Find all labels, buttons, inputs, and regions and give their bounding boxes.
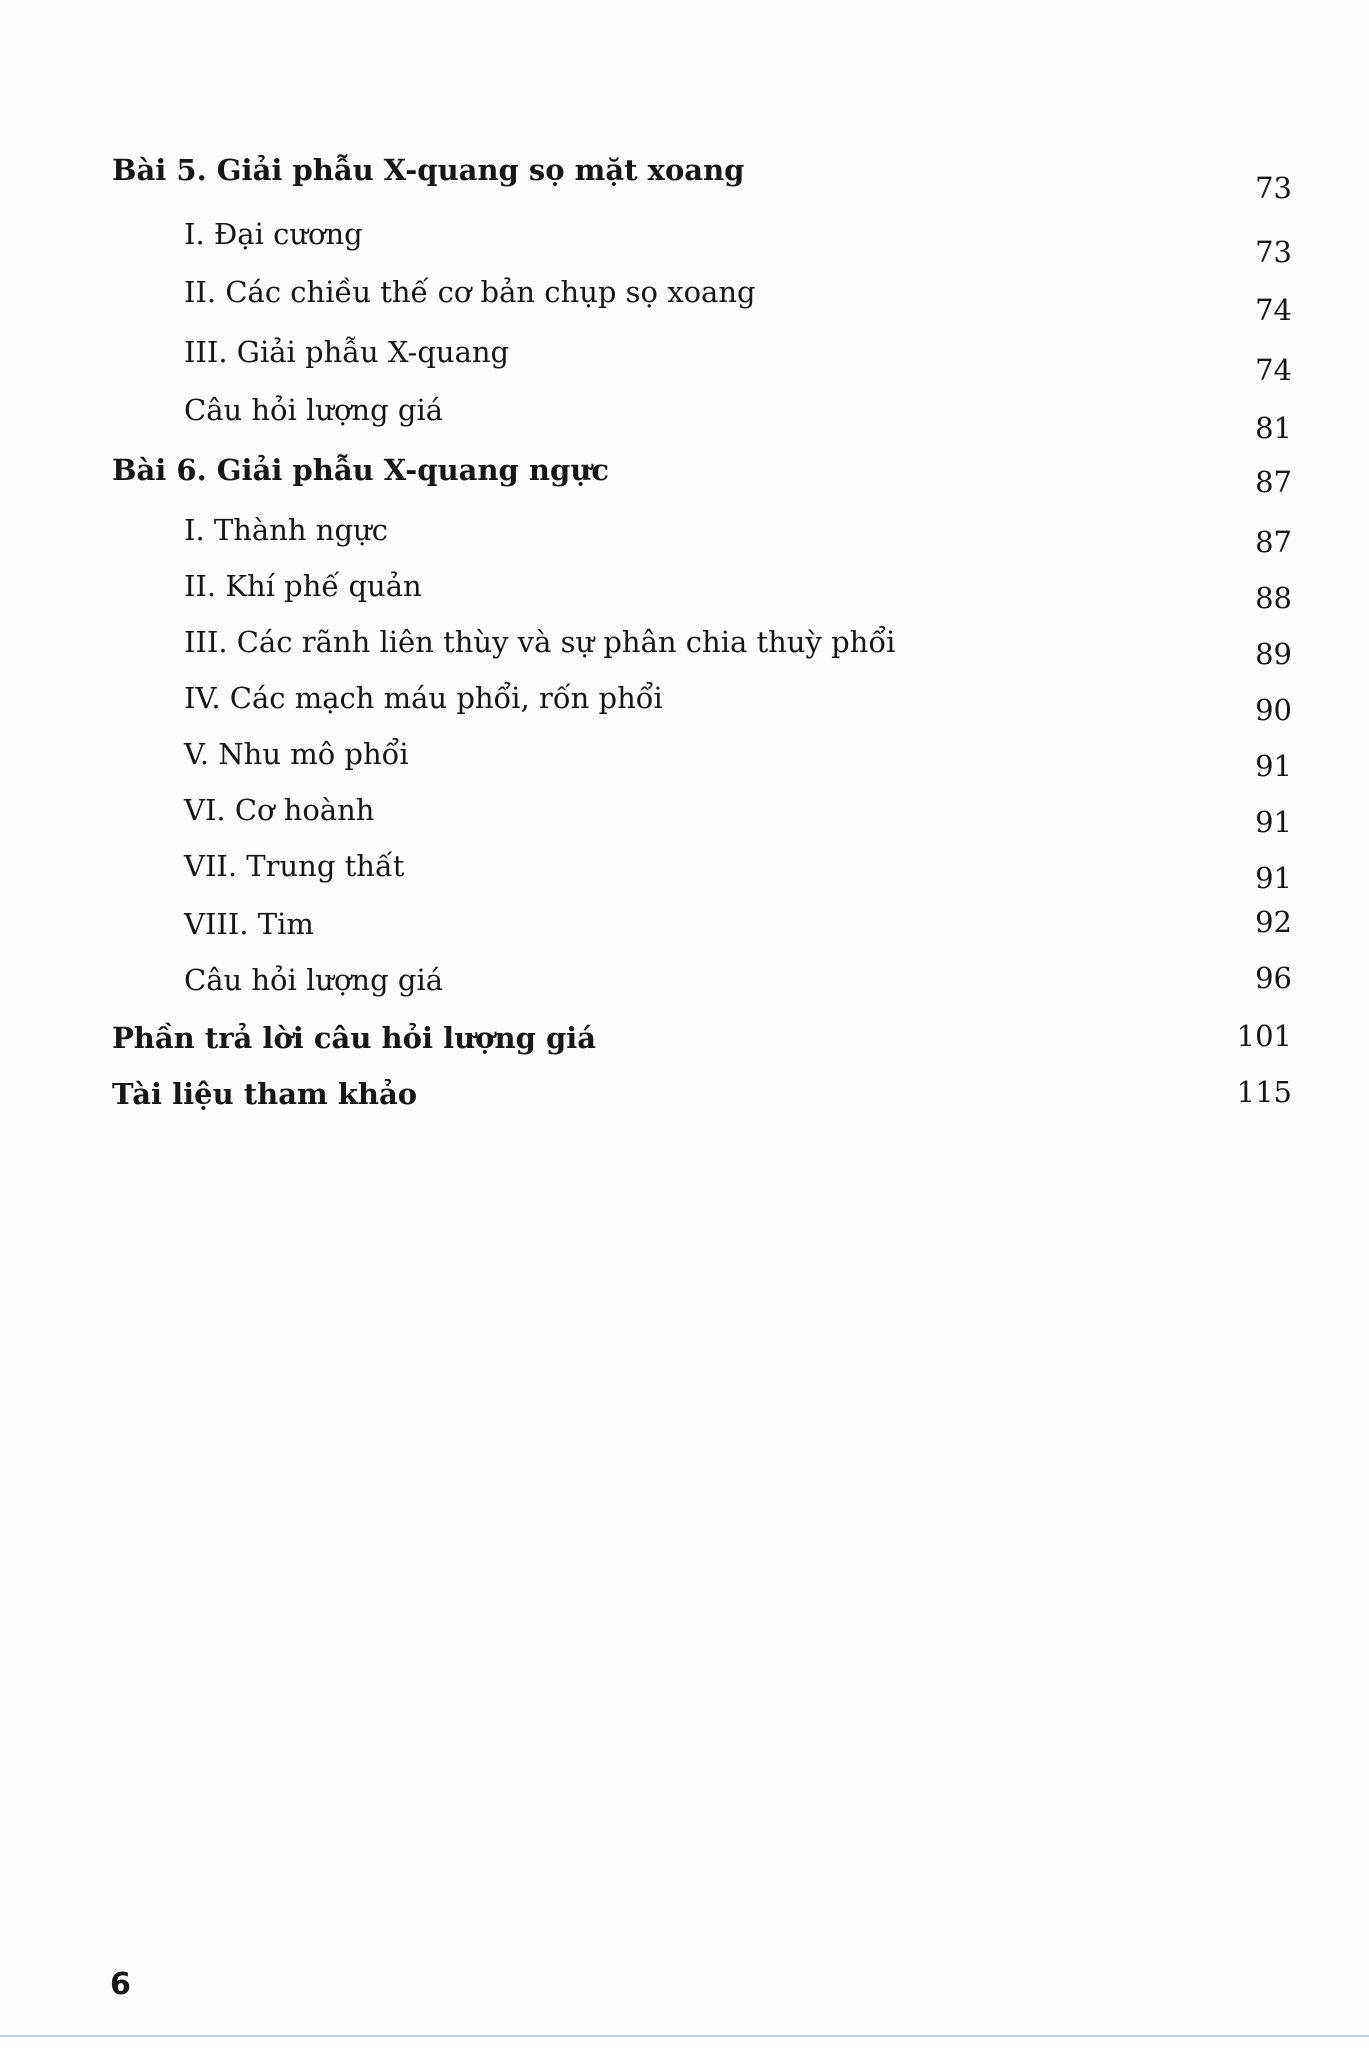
toc-entry (112, 272, 1292, 327)
toc-entry (112, 450, 1292, 499)
toc-entry-title: III. Các rãnh liên thùy và sự phân chia thuỳ phổi (184, 625, 896, 659)
toc-entry-page: 91 (1255, 749, 1292, 783)
toc-entry-title: Bài 5. Giải phẫu X-quang sọ mặt xoang (112, 153, 745, 187)
toc-entry-title: VI. Cơ hoành (184, 793, 375, 827)
toc-entry (112, 678, 1292, 727)
toc-entry (112, 390, 1292, 445)
toc-entry-title: Câu hỏi lượng giá (184, 393, 444, 427)
toc-entry-page: 81 (1255, 411, 1292, 445)
toc-entry-page: 74 (1255, 293, 1292, 327)
page-number: 6 (110, 1967, 131, 2002)
toc-entry-page: 101 (1236, 1019, 1292, 1053)
toc-entry-page: 88 (1255, 581, 1292, 615)
toc-entry-title: Tài liệu tham khảo (112, 1077, 418, 1111)
toc-entry (112, 1074, 1292, 1118)
toc-entry (112, 332, 1292, 387)
toc-entry-title: Bài 6. Giải phẫu X-quang ngực (112, 453, 610, 487)
toc-entry (112, 214, 1292, 269)
toc-entry-title: VIII. Tim (184, 907, 314, 941)
toc-entry (112, 904, 1292, 948)
toc-entry (112, 150, 1292, 205)
toc-entry-title: IV. Các mạch máu phổi, rốn phổi (184, 681, 663, 715)
toc-entry-title: II. Khí phế quản (184, 569, 422, 603)
toc-entry-page: 87 (1255, 525, 1292, 559)
toc-entry-page: 90 (1255, 693, 1292, 727)
table-of-contents (112, 0, 1292, 1160)
toc-entry-title: III. Giải phẫu X-quang (184, 335, 510, 369)
toc-entry-page: 91 (1255, 861, 1292, 895)
toc-entry-title: II. Các chiều thế cơ bản chụp sọ xoang (184, 275, 756, 309)
toc-entry-page: 115 (1236, 1075, 1292, 1109)
toc-entry-page: 89 (1255, 637, 1292, 671)
toc-entry-title: Câu hỏi lượng giá (184, 963, 444, 997)
toc-entry-title: V. Nhu mô phổi (184, 737, 409, 771)
toc-entry-page: 73 (1255, 171, 1292, 205)
toc-entry-page: 87 (1255, 465, 1292, 499)
toc-entry (112, 734, 1292, 783)
toc-entry (112, 960, 1292, 1004)
toc-entry (112, 1018, 1292, 1062)
toc-entry (112, 566, 1292, 615)
toc-entry (112, 510, 1292, 559)
toc-entry-title: VII. Trung thất (184, 849, 405, 883)
toc-entry-page: 92 (1255, 905, 1292, 939)
page-edge-divider (0, 2035, 1369, 2037)
toc-entry-page: 74 (1255, 353, 1292, 387)
toc-entry-title: I. Đại cương (184, 217, 363, 251)
toc-entry (112, 622, 1292, 671)
toc-entry-title: Phần trả lời câu hỏi lượng giá (112, 1021, 597, 1055)
toc-entry (112, 846, 1292, 895)
toc-entry-title: I. Thành ngực (184, 513, 388, 547)
toc-entry-page: 96 (1255, 961, 1292, 995)
toc-entry-page: 73 (1255, 235, 1292, 269)
toc-entry (112, 790, 1292, 839)
toc-entry-page: 91 (1255, 805, 1292, 839)
